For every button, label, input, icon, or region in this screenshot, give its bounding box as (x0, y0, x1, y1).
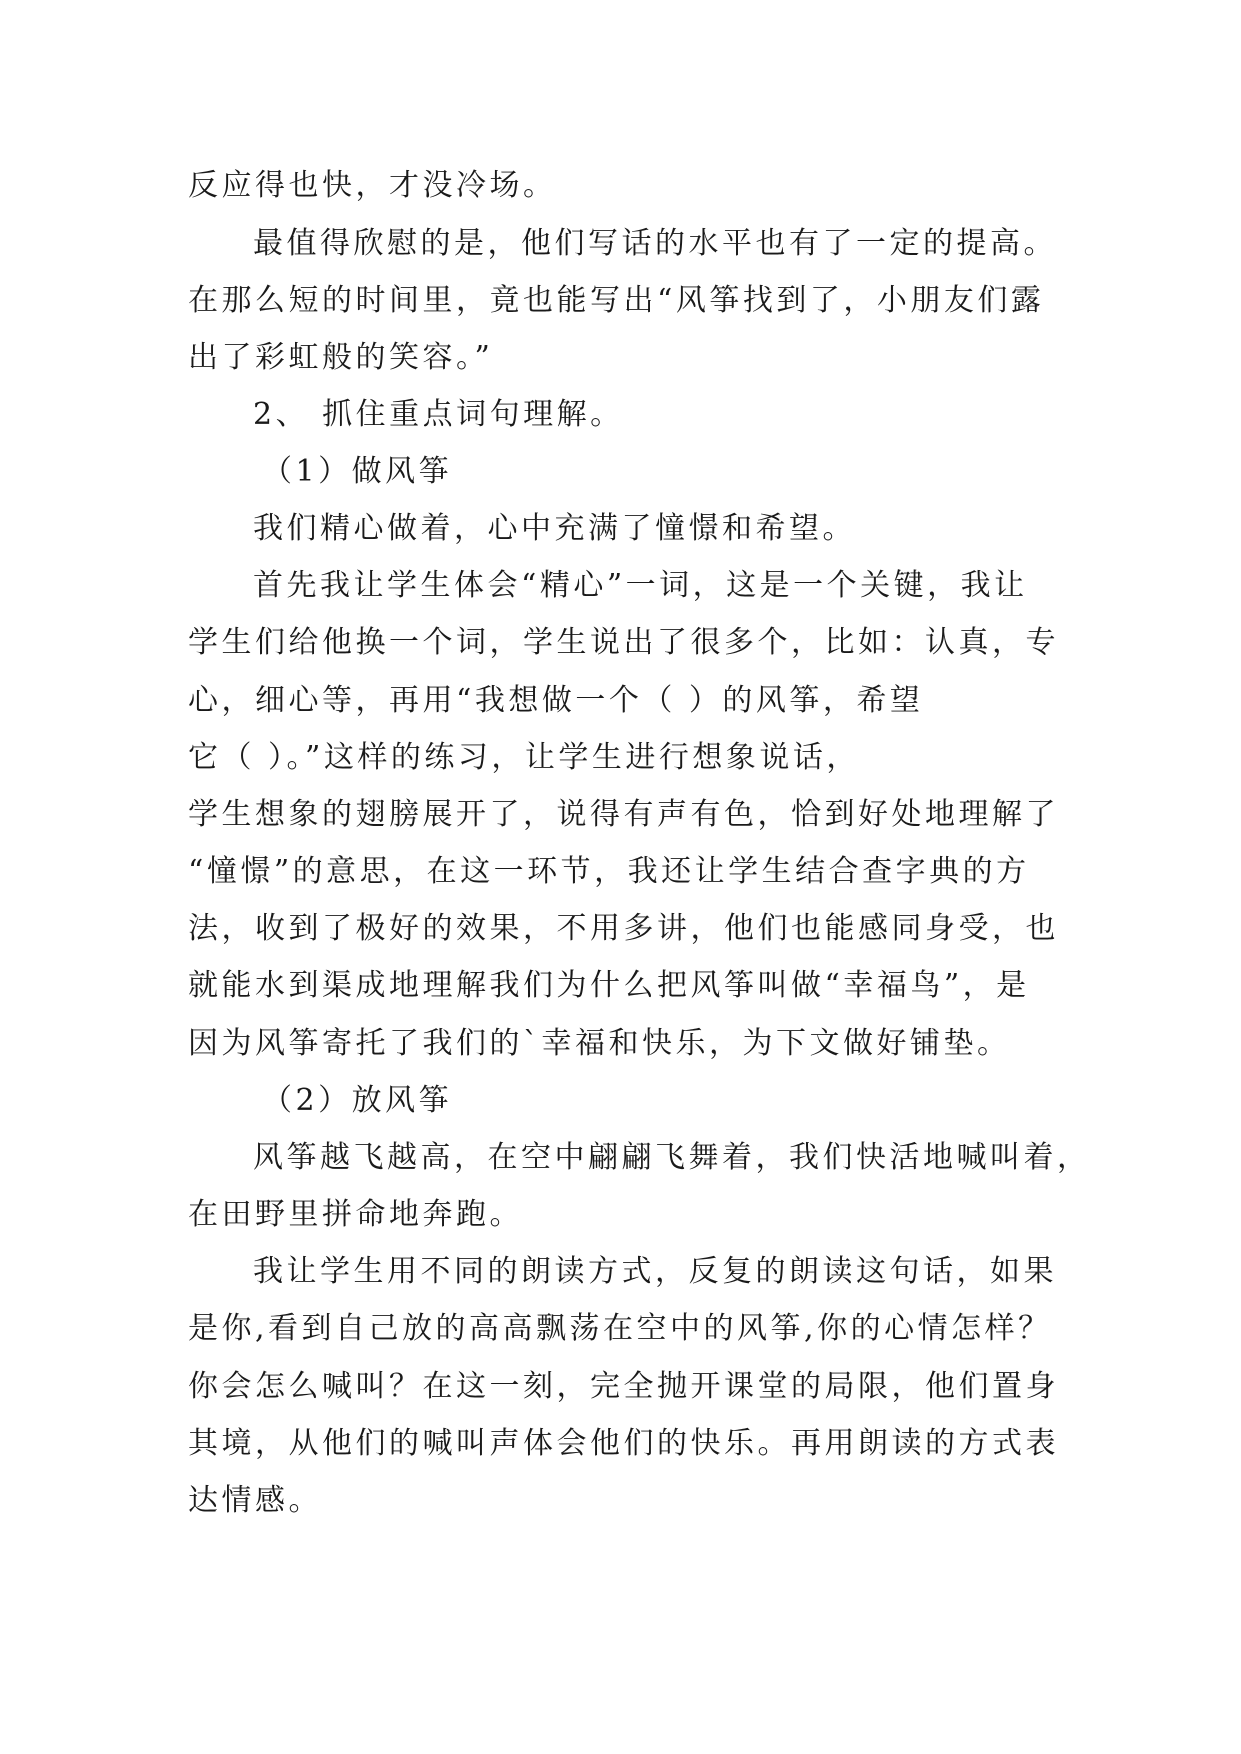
text-line: 它（ ）。”这样的练习，让学生进行想象说话， (188, 740, 860, 775)
text-line: 首先我让学生体会“精心”一词，这是一个关键，我让 (253, 568, 1028, 603)
text-line: 你会怎么喊叫？在这一刻，完全抛开课堂的局限，他们置身 (188, 1369, 1059, 1404)
text-line: 因为风筝寄托了我们的`幸福和快乐，为下文做好铺垫。 (188, 1026, 1011, 1061)
text-line: 学生想象的翅膀展开了，说得有声有色，恰到好处地理解了 (188, 797, 1059, 832)
text-line: 最值得欣慰的是，他们写话的水平也有了一定的提高。 (253, 226, 1057, 261)
text-line: 我们精心做着，心中充满了憧憬和希望。 (253, 511, 856, 546)
text-line: 出了彩虹般的笑容。” (188, 340, 494, 375)
text-line: 反应得也快，才没冷场。 (188, 168, 557, 203)
text-line: 在田野里拼命地奔跑。 (188, 1197, 523, 1232)
text-line: 其境，从他们的喊叫声体会他们的快乐。再用朗读的方式表 (188, 1426, 1059, 1461)
text-line: 法，收到了极好的效果，不用多讲，他们也能感同身受，也 (188, 911, 1059, 946)
text-line: “憧憬”的意思，在这一环节，我还让学生结合查字典的方 (188, 854, 1030, 889)
text-line: （1）做风筝 (262, 454, 453, 489)
text-line: （2）放风筝 (262, 1083, 453, 1118)
text-line: 是你,看到自己放的高高飘荡在空中的风筝,你的心情怎样？ (188, 1311, 1052, 1346)
text-line: 风筝越飞越高，在空中翩翩飞舞着，我们快活地喊叫着， (253, 1140, 1091, 1175)
text-line: 达情感。 (188, 1483, 322, 1518)
text-line: 就能水到渠成地理解我们为什么把风筝叫做“幸福鸟”，是 (188, 968, 1030, 1003)
text-line: 我让学生用不同的朗读方式，反复的朗读这句话，如果 (253, 1254, 1057, 1289)
text-line: 在那么短的时间里，竟也能写出“风筝找到了，小朋友们露 (188, 283, 1045, 318)
text-line: 心，细心等，再用“我想做一个（ ）的风筝，希望 (188, 683, 924, 718)
text-line: 学生们给他换一个词，学生说出了很多个，比如：认真，专 (188, 625, 1059, 660)
text-line: 2、 抓住重点词句理解。 (253, 397, 624, 432)
